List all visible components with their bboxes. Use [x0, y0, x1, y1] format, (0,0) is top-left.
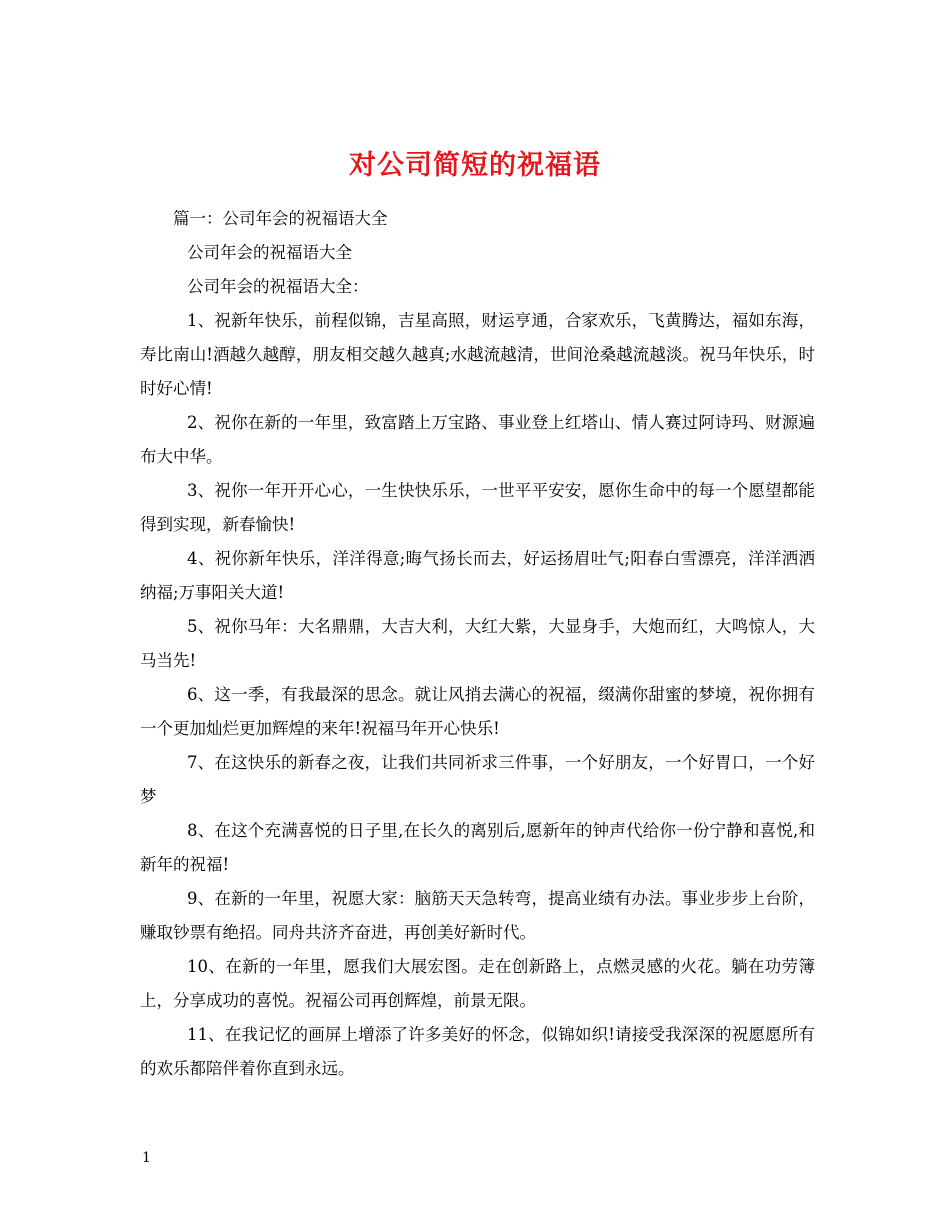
paragraph-7: 7、在这快乐的新春之夜，让我们共同祈求三件事，一个好朋友，一个好胃口，一个好梦 — [140, 753, 815, 806]
page-number: 1 — [142, 1150, 151, 1166]
paragraph-10: 10、在新的一年里，愿我们大展宏图。走在创新路上，点燃灵感的火花。躺在功劳簿上，分享成功的喜悦。祝福公司再创辉煌，前景无限。 — [140, 957, 815, 1010]
paragraph-1: 1、祝新年快乐，前程似锦，吉星高照，财运亨通，合家欢乐，飞黄腾达，福如东海，寿比南山!酒越久越醇，朋友相交越久越真;水越流越清，世间沧桑越流越淡。祝马年快乐，时时好心情! — [140, 311, 815, 398]
paragraph-3: 3、祝你一年开开心心，一生快快乐乐，一世平平安安，愿你生命中的每一个愿望都能得到实现，新春愉快! — [140, 481, 815, 534]
paragraph-4: 4、祝你新年快乐，洋洋得意;晦气扬长而去，好运扬眉吐气;阳春白雪漂亮，洋洋洒洒纳福;万事阳关大道! — [140, 549, 815, 602]
subheading: 公司年会的祝福语大全 — [187, 243, 352, 262]
document-title: 对公司简短的祝福语 — [349, 150, 601, 182]
paragraph-5: 5、祝你马年：大名鼎鼎，大吉大利，大红大紫，大显身手，大炮而红，大鸣惊人，大马当先! — [140, 617, 815, 670]
section-heading: 篇一：公司年会的祝福语大全 — [173, 209, 388, 228]
paragraph-6: 6、这一季，有我最深的思念。就让风捎去满心的祝福，缀满你甜蜜的梦境，祝你拥有一个更加灿烂更加辉煌的来年!祝福马年开心快乐! — [140, 685, 815, 738]
paragraph-11: 11、在我记忆的画屏上增添了许多美好的怀念，似锦如织!请接受我深深的祝愿愿所有的欢乐都陪伴着你直到永远。 — [140, 1025, 815, 1078]
intro-line: 公司年会的祝福语大全： — [187, 277, 369, 296]
paragraph-8: 8、在这个充满喜悦的日子里,在长久的离别后,愿新年的钟声代给你一份宁静和喜悦,和新年的祝福! — [140, 821, 815, 874]
document-body — [140, 202, 815, 1086]
paragraph-2: 2、祝你在新的一年里，致富踏上万宝路、事业登上红塔山、情人赛过阿诗玛、财源遍布大中华。 — [140, 413, 815, 466]
paragraph-9: 9、在新的一年里，祝愿大家：脑筋天天急转弯，提高业绩有办法。事业步步上台阶，赚取钞票有绝招。同舟共济齐奋进，再创美好新时代。 — [140, 889, 815, 942]
